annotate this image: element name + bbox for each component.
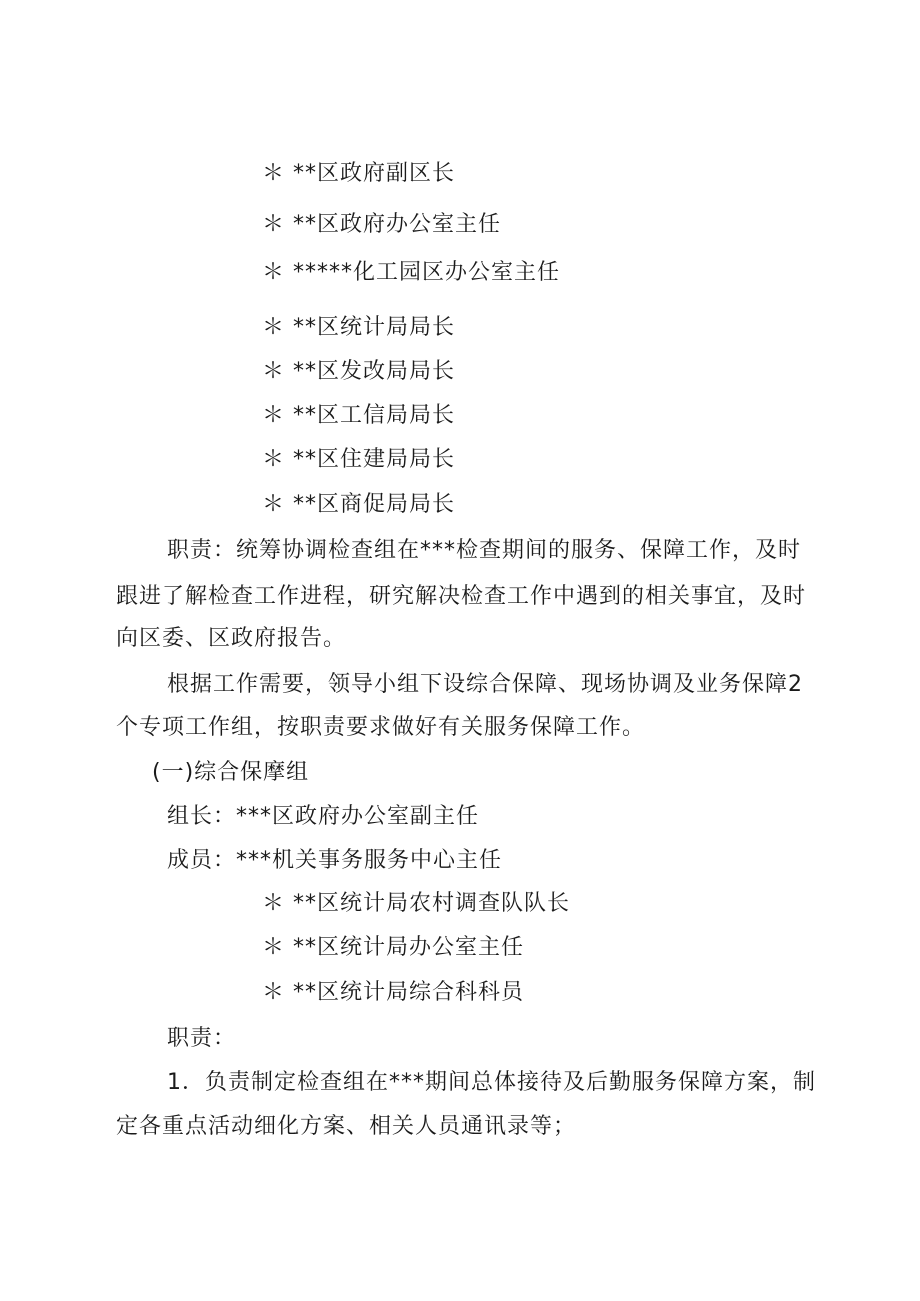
member-line: ＊ **区统计局综合科科员 (262, 980, 524, 1005)
duty-paragraph-line: 职责：统筹协调检查组在***检查期间的服务、保障工作，及时 (167, 538, 802, 563)
leader-line: ＊ **区住建局局长 (262, 447, 455, 472)
groups-paragraph-line: 根据工作需要，领导小组下设综合保障、现场协调及业务保障2 (167, 672, 803, 697)
section-heading: (一)综合保摩组 (152, 760, 310, 785)
item-line: 定各重点活动细化方案、相关人员通讯录等； (116, 1114, 577, 1139)
duty-paragraph-line: 向区委、区政府报告。 (116, 626, 347, 651)
group-leader-line: 组长：***区政府办公室副主任 (167, 804, 480, 829)
groups-paragraph-line: 个专项工作组，按职责要求做好有关服务保障工作。 (116, 715, 646, 740)
leader-line: ＊ **区政府办公室主任 (262, 212, 501, 237)
duty-paragraph-line: 跟进了解检查工作进程，研究解决检查工作中遇到的相关事宜，及时 (116, 584, 807, 609)
leader-line: ＊ **区商促局局长 (262, 492, 455, 517)
leader-line: ＊ **区工信局局长 (262, 403, 455, 428)
member-line: ＊ **区统计局农村调查队队长 (262, 891, 570, 916)
leader-line: ＊ *****化工园区办公室主任 (262, 260, 560, 285)
leader-line: ＊ **区发改局局长 (262, 359, 455, 384)
leader-line: ＊ **区统计局局长 (262, 315, 455, 340)
member-line: ＊ **区统计局办公室主任 (262, 935, 524, 960)
item-line: 1．负责制定检查组在***期间总体接待及后勤服务保障方案，制 (167, 1070, 816, 1095)
duty-label: 职责： (167, 1026, 237, 1051)
leader-line: ＊ **区政府副区长 (262, 161, 455, 186)
group-members-line: 成员：***机关事务服务中心主任 (167, 848, 503, 873)
